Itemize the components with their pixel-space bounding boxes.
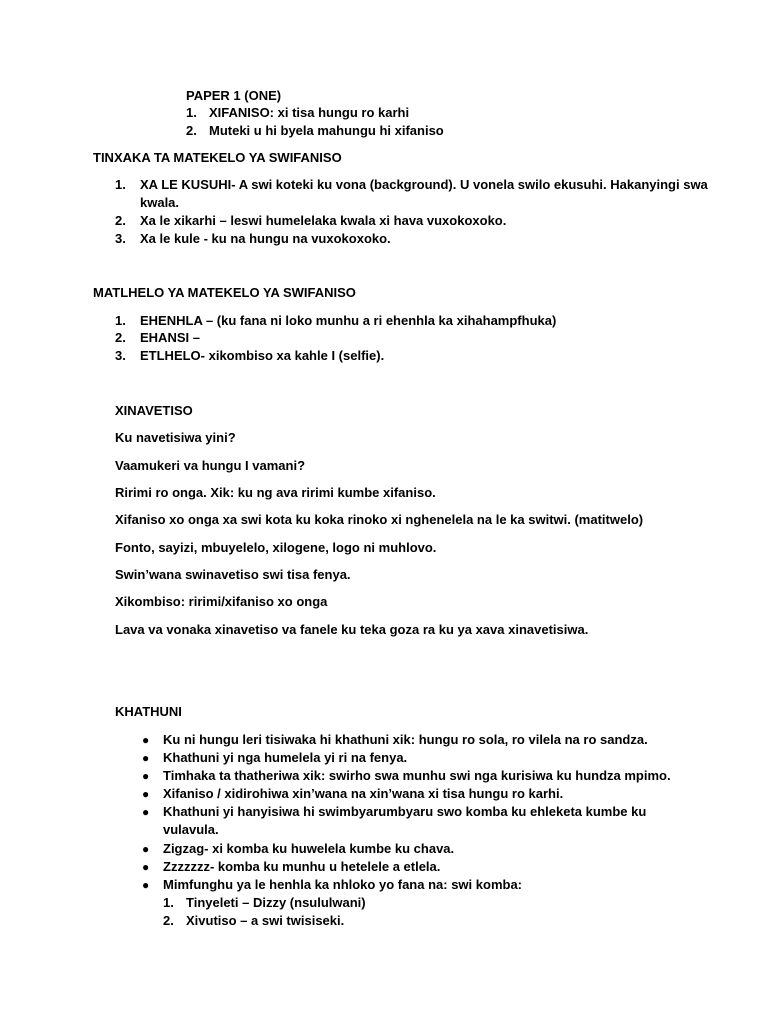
- list-text: Xa le xikarhi – leswi humelelaka kwala xi hava vuxokoxoko.: [140, 213, 507, 228]
- bullet-text: Khathuni yi hanyisiwa hi swimbyarumbyaru swo komba ku ehleketa kumbe ku: [163, 804, 647, 819]
- section-heading-matlhelo: MATLHELO YA MATEKELO YA SWIFANISO: [93, 285, 356, 300]
- bullet-text-continued: vulavula.: [163, 822, 219, 837]
- list-text: EHENHLA – (ku fana ni loko munhu a ri ehenhla ka xihahampfhuka): [140, 313, 557, 328]
- list-number: 2.: [163, 913, 174, 928]
- list-text: Tinyeleti – Dizzy (nsululwani): [186, 895, 366, 910]
- list-text: Muteki u hi byela mahungu hi xifaniso: [209, 123, 444, 138]
- section-heading-xinavetiso: XINAVETISO: [115, 403, 193, 418]
- bullet-text: Timhaka ta thatheriwa xik: swirho swa munhu swi nga kurisiwa ku hundza mpimo.: [163, 768, 671, 783]
- bullet-text: Zzzzzzz- komba ku munhu u hetelele a etlela.: [163, 859, 441, 874]
- bullet-icon: ●: [142, 751, 150, 765]
- xinavetiso-line: Ku navetisiwa yini?: [115, 430, 236, 445]
- xinavetiso-line: Ririmi ro onga. Xik: ku ng ava ririmi kumbe xifaniso.: [115, 485, 436, 500]
- section-heading-khathuni: KHATHUNI: [115, 704, 182, 719]
- xinavetiso-line: Vaamukeri va hungu I vamani?: [115, 458, 306, 473]
- list-text: XA LE KUSUHI- A swi koteki ku vona (background). U vonela swilo ekusuhi. Hakanyingi swa: [140, 177, 708, 192]
- list-number: 1.: [186, 105, 197, 120]
- bullet-text: Mimfunghu ya le henhla ka nhloko yo fana na: swi komba:: [163, 877, 522, 892]
- bullet-text: Ku ni hungu leri tisiwaka hi khathuni xik: hungu ro sola, ro vilela na ro sandza.: [163, 732, 648, 747]
- xinavetiso-line: Lava va vonaka xinavetiso va fanele ku teka goza ra ku ya xava xinavetisiwa.: [115, 622, 589, 637]
- list-number: 1.: [163, 895, 174, 910]
- bullet-icon: ●: [142, 787, 150, 801]
- list-number: 3.: [115, 348, 126, 363]
- list-text: Xa le kule - ku na hungu na vuxokoxoko.: [140, 231, 391, 246]
- bullet-icon: ●: [142, 878, 150, 892]
- paper-title: PAPER 1 (ONE): [186, 88, 282, 103]
- list-number: 1.: [115, 177, 126, 192]
- list-text: EHANSI –: [140, 330, 200, 345]
- xinavetiso-line: Fonto, sayizi, mbuyelelo, xilogene, logo ni muhlovo.: [115, 540, 437, 555]
- section-heading-tinxaka: TINXAKA TA MATEKELO YA SWIFANISO: [93, 150, 342, 165]
- bullet-icon: ●: [142, 733, 150, 747]
- list-number: 2.: [115, 330, 126, 345]
- xinavetiso-line: Xifaniso xo onga xa swi kota ku koka rinoko xi nghenelela na le ka switwi. (matitwelo): [115, 512, 644, 527]
- bullet-icon: ●: [142, 805, 150, 819]
- bullet-icon: ●: [142, 769, 150, 783]
- bullet-text: Xifaniso / xidirohiwa xin’wana na xin’wana xi tisa hungu ro karhi.: [163, 786, 564, 801]
- xinavetiso-line: Xikombiso: ririmi/xifaniso xo onga: [115, 594, 328, 609]
- list-text: ETLHELO- xikombiso xa kahle I (selfie).: [140, 348, 385, 363]
- xinavetiso-line: Swin’wana swinavetiso swi tisa fenya.: [115, 567, 351, 582]
- bullet-icon: ●: [142, 860, 150, 874]
- list-number: 3.: [115, 231, 126, 246]
- list-number: 1.: [115, 313, 126, 328]
- list-text: Xivutiso – a swi twisiseki.: [186, 913, 345, 928]
- bullet-icon: ●: [142, 842, 150, 856]
- list-number: 2.: [115, 213, 126, 228]
- bullet-text: Zigzag- xi komba ku huwelela kumbe ku chava.: [163, 841, 455, 856]
- list-text-continued: kwala.: [140, 195, 180, 210]
- list-text: XIFANISO: xi tisa hungu ro karhi: [209, 105, 410, 120]
- list-number: 2.: [186, 123, 197, 138]
- bullet-text: Khathuni yi nga humelela yi ri na fenya.: [163, 750, 408, 765]
